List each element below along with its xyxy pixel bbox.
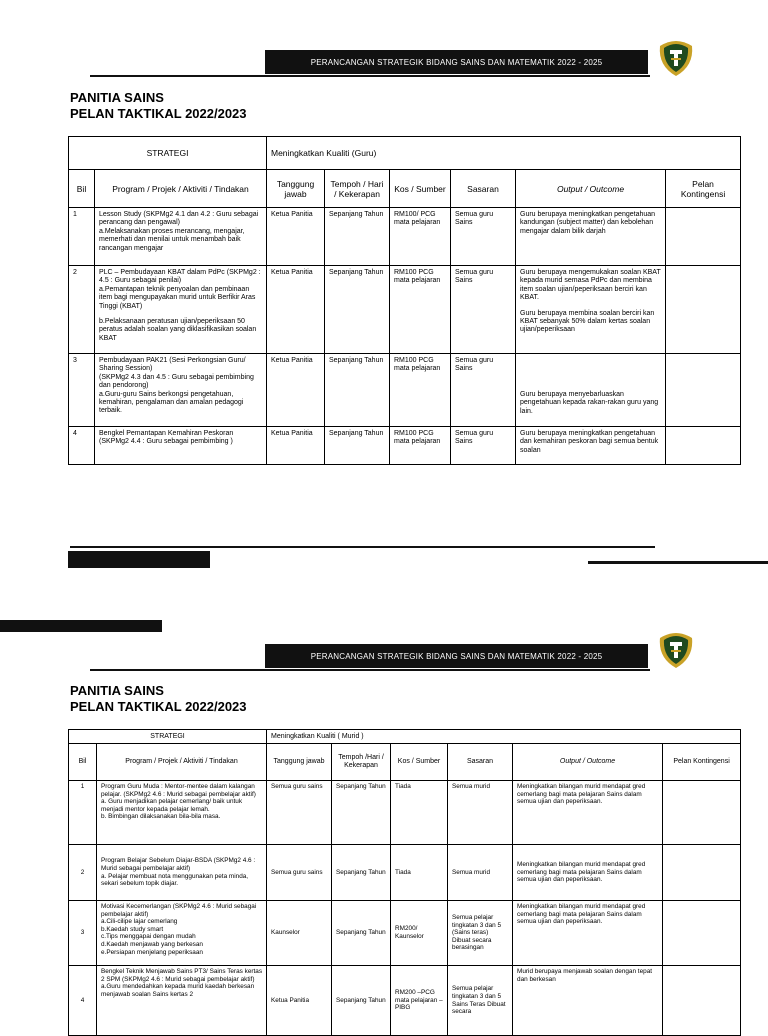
cell-bil: 1: [69, 208, 95, 266]
cell-tanggung-jawab: Ketua Panitia: [267, 354, 325, 427]
cell-bil: 1: [69, 781, 97, 845]
page2-heading-line2: PELAN TAKTIKAL 2022/2023: [70, 699, 247, 714]
cell-output-part1: Guru berupaya mengemukakan soalan KBAT kepada murid semasa PdPc dan membina item soalan ujian/peperiksaan berciri kan KBAT.: [520, 269, 661, 302]
footer-rule: [70, 546, 655, 548]
table-row: [69, 845, 741, 901]
col-header-sasaran: Sasaran: [451, 170, 516, 208]
table-row: [69, 781, 741, 845]
table-row: [69, 208, 741, 266]
cell-bil: 4: [69, 966, 97, 1036]
cell-output: Murid berupaya menjawab soalan dengan tepat dan berkesan: [513, 966, 663, 1036]
cell-kos: RM100 PCG mata pelajaran: [390, 354, 451, 427]
cell-kos: RM200 –PCG mata pelajaran –PIBG: [391, 966, 448, 1036]
page1-banner-line: [90, 75, 650, 77]
col-header-tanggung-jawab: Tanggung jawab: [267, 170, 325, 208]
cell-pelan: [666, 354, 741, 427]
cell-tanggung-jawab: Kaunselor: [267, 901, 332, 966]
cell-pelan: [663, 781, 741, 845]
page2-top-block: [0, 620, 162, 632]
cell-program: Program Guru Muda : Mentor-mentee dalam kalangan pelajar. (SKPMg2 4.6 : Murid sebagai pembelajar aktif) a. Guru menjadikan pelajar cemerlang/ baik untuk menjadi mentor kepada pelajar lemah. b. Bimbingan dilaksanakan bila-bila masa.: [97, 781, 267, 845]
cell-kos: RM200/ Kaunselor: [391, 901, 448, 966]
table-row: [69, 266, 741, 354]
col-header-tempoh: Tempoh / Hari / Kekerapan: [325, 170, 390, 208]
cell-tempoh: Sepanjang Tahun: [325, 208, 390, 266]
cell-kos: RM100/ PCG mata pelajaran: [390, 208, 451, 266]
cell-tempoh: Sepanjang Tahun: [332, 845, 391, 901]
page1-strategi-label: STRATEGI: [69, 137, 267, 170]
footer-block: [68, 551, 210, 568]
col-header-sasaran: Sasaran: [448, 744, 513, 781]
cell-pelan: [663, 966, 741, 1036]
page1-heading-line2: PELAN TAKTIKAL 2022/2023: [70, 106, 247, 121]
page1-table: [68, 136, 741, 465]
cell-bil: 2: [69, 266, 95, 354]
cell-output: Meningkatkan bilangan murid mendapat gred cemerlang bagi mata pelajaran Sains dalam semua ujian dan peperiksaan.: [513, 781, 663, 845]
cell-output: Guru berupaya menyebarluaskan pengetahuan kepada rakan-rakan guru yang lain.: [516, 354, 666, 427]
cell-kos: RM100 PCG mata pelajaran: [390, 266, 451, 354]
cell-program: Program Belajar Sebelum Diajar-BSDA (SKPMg2 4.6 : Murid sebagai pembelajar aktif) a. Pelajar membuat nota menggunakan peta minda, sekari sebelum topik diajar.: [97, 845, 267, 901]
cell-tanggung-jawab: Semua guru sains: [267, 845, 332, 901]
cell-bil: 2: [69, 845, 97, 901]
cell-program-part2: b.Pelaksanaan peratusan ujian/peperiksaan 50 peratus adalah soalan yang diklasifikasikan soalan KBAT: [99, 318, 257, 342]
cell-program: Motivasi Kecemerlangan (SKPMg2 4.6 : Murid sebagai pembelajar aktif) a.Cili-cilipe lajar cemerlang b.Kaedah study smart c.Tips menggapai dengan mudah d.Kaedah menjawab yang berkesan e.Persiapan menjelang peperiksaan: [97, 901, 267, 966]
cell-pelan: [666, 208, 741, 266]
page1-heading: [70, 90, 247, 122]
cell-tanggung-jawab: Ketua Panitia: [267, 966, 332, 1036]
cell-tempoh: Sepanjang Tahun: [325, 266, 390, 354]
cell-bil: 4: [69, 427, 95, 465]
school-crest-icon: [656, 36, 696, 78]
cell-program: Lesson Study (SKPMg2 4.1 dan 4.2 : Guru sebagai perancang dan pengawal) a.Melaksanakan proses merancang, mengajar, memerhati dan menilai untuk menambah baik rancangan mengajar: [95, 208, 267, 266]
cell-pelan: [663, 901, 741, 966]
cell-sasaran: Semua murid: [448, 845, 513, 901]
cell-pelan: [666, 427, 741, 465]
cell-output-part2: Guru berupaya membina soalan berciri kan KBAT sebanyak 50% dalam kertas soalan ujian/peperiksaan: [520, 309, 655, 334]
col-header-kos: Kos / Sumber: [390, 170, 451, 208]
col-header-pelan: Pelan Kontingensi: [663, 744, 741, 781]
cell-program-part1: PLC – Pembudayaan KBAT dalam PdPc (SKPMg2 : 4.5 : Guru sebagai penilai) a.Pemantapan teknik penyoalan dan pembinaan item bagi mengupayakan murid untuk Berfikir Aras Tinggi (KBAT): [99, 269, 261, 310]
school-crest-icon: [656, 628, 696, 670]
page1-heading-line1: PANITIA SAINS: [70, 90, 164, 105]
cell-tempoh: Sepanjang Tahun: [325, 354, 390, 427]
page2-banner-text: PERANCANGAN STRATEGIK BIDANG SAINS DAN MATEMATIK 2022 - 2025: [310, 651, 603, 661]
cell-tanggung-jawab: Ketua Panitia: [267, 266, 325, 354]
cell-output: Meningkatkan bilangan murid mendapat gred cemerlang bagi mata pelajaran Sains dalam semua ujian dan peperiksaan.: [513, 845, 663, 901]
page2-banner: [265, 644, 648, 668]
cell-output: Meningkatkan bilangan murid mendapat gred cemerlang bagi mata pelajaran Sains dalam semua ujian dan peperiksaan.: [513, 901, 663, 966]
cell-program: Pembudayaan PAK21 (Sesi Perkongsian Guru/ Sharing Session) (SKPMg2 4.3 dan 4.5 : Guru sebagai pembimbing dan pendorong) a.Guru-guru Sains berkongsi pengetahuan, kemahiran, pengalaman dan amalan pedagogi terbaik.: [95, 354, 267, 427]
cell-sasaran: Semua murid: [448, 781, 513, 845]
page2-table: [68, 729, 741, 1036]
cell-tempoh: Sepanjang Tahun: [332, 966, 391, 1036]
col-header-program: Program / Projek / Aktiviti / Tindakan: [97, 744, 267, 781]
cell-sasaran: Semua guru Sains: [451, 427, 516, 465]
col-header-tanggung-jawab: Tanggung jawab: [267, 744, 332, 781]
cell-sasaran: Semua guru Sains: [451, 208, 516, 266]
col-header-pelan: Pelan Kontingensi: [666, 170, 741, 208]
cell-output: Guru berupaya meningkatkan pengetahuan kandungan (subject matter) dan kebolehan mengajar dalam bilik darjah: [516, 208, 666, 266]
cell-bil: 3: [69, 901, 97, 966]
cell-kos: RM100 PCG mata pelajaran: [390, 427, 451, 465]
cell-program: [95, 266, 267, 354]
col-header-tempoh: Tempoh /Hari / Kekerapan: [332, 744, 391, 781]
cell-tanggung-jawab: Ketua Panitia: [267, 208, 325, 266]
cell-kos: Tiada: [391, 845, 448, 901]
page1-banner-text: PERANCANGAN STRATEGIK BIDANG SAINS DAN MATEMATIK 2022 - 2025: [310, 57, 603, 67]
col-header-bil: Bil: [69, 170, 95, 208]
cell-bil: 3: [69, 354, 95, 427]
cell-tanggung-jawab: Ketua Panitia: [267, 427, 325, 465]
cell-sasaran: Semua guru Sains: [451, 266, 516, 354]
cell-pelan: [663, 845, 741, 901]
table-row: [69, 966, 741, 1036]
col-header-output: Output / Outcome: [516, 170, 666, 208]
cell-pelan: [666, 266, 741, 354]
col-header-kos: Kos / Sumber: [391, 744, 448, 781]
page1-strategi-value: Meningkatkan Kualiti (Guru): [267, 137, 741, 170]
page2-banner-line: [90, 669, 650, 671]
cell-sasaran: Semua pelajar tingkatan 3 dan 5 Sains Teras Dibuat secara: [448, 966, 513, 1036]
col-header-output: Output / Outcome: [513, 744, 663, 781]
cell-kos: Tiada: [391, 781, 448, 845]
page2-strategi-value: Meningkatkan Kualiti ( Murid ): [267, 730, 741, 744]
cell-program: Bengkel Pemantapan Kemahiran Peskoran (SKPMg2 4.4 : Guru sebagai pembimbing ): [95, 427, 267, 465]
cell-sasaran: Semua pelajar tingkatan 3 dan 5 (Sains teras) Dibuat secara berasingan: [448, 901, 513, 966]
cell-tempoh: Sepanjang Tahun: [332, 901, 391, 966]
cell-sasaran: Semua guru Sains: [451, 354, 516, 427]
page2-heading: [70, 683, 247, 715]
footer-rule-right: [588, 561, 768, 564]
col-header-program: Program / Projek / Aktiviti / Tindakan: [95, 170, 267, 208]
cell-output: [516, 266, 666, 354]
page2-strategi-label: STRATEGI: [69, 730, 267, 744]
page2-header-row: [69, 744, 741, 781]
table-row: [69, 354, 741, 427]
table-row: [69, 901, 741, 966]
cell-tanggung-jawab: Semua guru sains: [267, 781, 332, 845]
cell-tempoh: Sepanjang Tahun: [332, 781, 391, 845]
table-row: [69, 427, 741, 465]
cell-program: Bengkel Teknik Menjawab Sains PT3/ Sains Teras kertas 2 SPM (SKPMg2 4.6 : Murid sebagai pembelajar aktif) a.Guru mendedahkan kepada murid kaedah berkesan menjawab soalan Sains kertas 2: [97, 966, 267, 1036]
cell-output: Guru berupaya meningkatkan pengetahuan dan kemahiran peskoran bagi semua bentuk soalan: [516, 427, 666, 465]
page1-banner: [265, 50, 648, 74]
cell-tempoh: Sepanjang Tahun: [325, 427, 390, 465]
page2-heading-line1: PANITIA SAINS: [70, 683, 164, 698]
col-header-bil: Bil: [69, 744, 97, 781]
page1-header-row: [69, 170, 741, 208]
